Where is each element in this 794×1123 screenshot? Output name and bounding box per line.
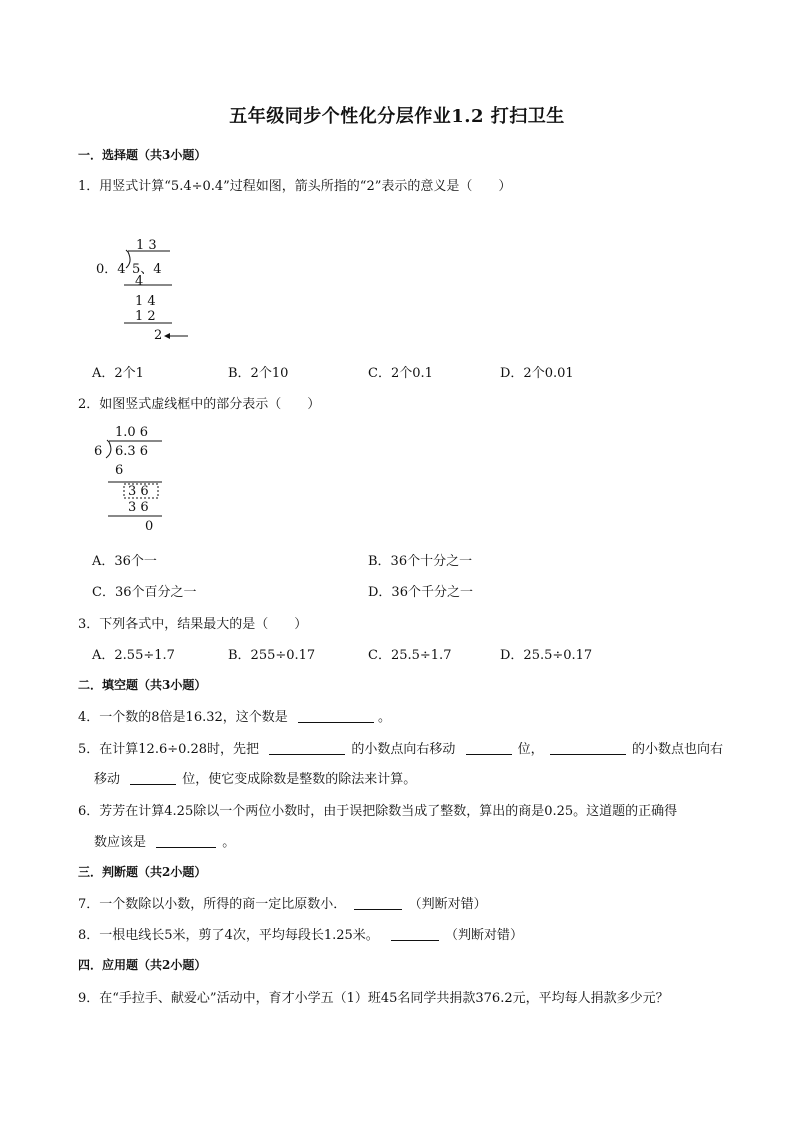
- q3-option-d[interactable]: D．25.5÷0.17: [500, 648, 593, 663]
- q6-text-c: 。: [222, 835, 236, 850]
- section-heading-choice: 一．选择题（共3小题）: [78, 148, 207, 162]
- question-5-line2: [94, 768, 416, 787]
- q5-text-c: 位，: [517, 742, 544, 757]
- q2-option-b[interactable]: B．36个十分之一: [368, 554, 473, 569]
- q5-blank-1[interactable]: [269, 740, 345, 755]
- q1-step-row3: 1 2: [135, 309, 156, 324]
- q2-dashed-box-digits: 3 6: [128, 484, 149, 499]
- q8-answer-blank[interactable]: [391, 926, 439, 941]
- question-1-stem: 1．用竖式计算“5.4÷0.4”过程如图，箭头所指的“2”表示的意义是（ ）: [78, 179, 512, 194]
- q7-suffix: （判断对错）: [408, 897, 487, 912]
- q5-blank-2[interactable]: [466, 740, 512, 755]
- q5-text-d: 的小数点也向右: [631, 742, 723, 757]
- question-3-stem: 3．下列各式中，结果最大的是（ ）: [78, 617, 308, 632]
- q3-option-c[interactable]: C．25.5÷1.7: [368, 648, 452, 663]
- q3-option-b[interactable]: B．255÷0.17: [228, 648, 316, 663]
- q2-option-d[interactable]: D．36个千分之一: [368, 585, 473, 600]
- q2-long-division-figure: [90, 422, 180, 537]
- question-4: [78, 706, 391, 725]
- q2-option-c[interactable]: C．36个百分之一: [92, 585, 197, 600]
- q2-step-row3: 3 6: [128, 500, 149, 515]
- q2-dividend: 6.3 6: [115, 444, 149, 459]
- q3-option-a[interactable]: A．2.55÷1.7: [92, 648, 175, 663]
- q8-suffix: （判断对错）: [445, 928, 524, 943]
- q8-text: 8．一根电线长5米，剪了4次，平均每段长1.25米。: [78, 928, 379, 943]
- q5-text-a: 5．在计算12.6÷0.28时，先把: [78, 742, 260, 757]
- q1-step-row2: 1 4: [135, 294, 156, 309]
- q1-long-division-figure: [90, 236, 210, 351]
- q5-text-e: 移动: [94, 772, 121, 787]
- q7-text: 7．一个数除以小数，所得的商一定比原数小．: [78, 897, 347, 912]
- question-6-line2: [94, 831, 235, 850]
- question-5-line1: [78, 738, 723, 757]
- question-2-stem: 2．如图竖式虚线框中的部分表示（ ）: [78, 397, 321, 412]
- q1-step-row1: 4: [135, 274, 144, 289]
- q2-step-row1: 6: [115, 463, 124, 478]
- q2-quotient: 1.0 6: [115, 425, 149, 440]
- section-heading-word-problems: 四．应用题（共2小题）: [78, 958, 207, 972]
- q5-blank-3[interactable]: [550, 740, 626, 755]
- q5-blank-4[interactable]: [130, 770, 176, 785]
- q2-option-a[interactable]: A．36个一: [92, 554, 157, 569]
- question-6-line1: 6．芳芳在计算4.25除以一个两位小数时，由于误把除数当成了整数，算出的商是0.25。这道题的正确得: [78, 804, 678, 819]
- q4-text: 4．一个数的8倍是16.32，这个数是: [78, 710, 288, 725]
- question-9: 9．在“手拉手、献爱心”活动中，育才小学五（1）班45名同学共捐款376.2元，平均每人捐款多少元？: [78, 991, 669, 1006]
- section-heading-true-false: 三．判断题（共2小题）: [78, 865, 207, 879]
- q1-remainder-digit: 2: [154, 328, 163, 343]
- section-heading-fill-blank: 二．填空题（共3小题）: [78, 678, 207, 692]
- q4-answer-blank[interactable]: [298, 708, 374, 723]
- q6-text-b: 数应该是: [94, 835, 147, 850]
- question-7: [78, 893, 487, 912]
- question-8: [78, 924, 523, 943]
- q6-answer-blank[interactable]: [156, 833, 216, 848]
- q1-option-b[interactable]: B．2个10: [228, 366, 289, 381]
- q1-option-c[interactable]: C．2个0.1: [368, 366, 433, 381]
- q5-text-b: 的小数点向右移动: [351, 742, 456, 757]
- q2-divisor: 6: [94, 444, 103, 459]
- q1-dividend: 5、4: [132, 262, 162, 277]
- q5-text-f: 位，使它变成除数是整数的除法来计算。: [182, 772, 417, 787]
- q4-end: 。: [378, 710, 392, 725]
- q1-quotient: 1 3: [136, 238, 157, 253]
- q1-divisor: 0．4: [96, 262, 126, 277]
- page-title: 五年级同步个性化分层作业1.2 打扫卫生: [229, 106, 565, 127]
- q7-answer-blank[interactable]: [354, 895, 402, 910]
- q2-remainder: 0: [145, 519, 154, 534]
- q1-option-d[interactable]: D．2个0.01: [500, 366, 574, 381]
- q1-option-a[interactable]: A．2个1: [92, 366, 144, 381]
